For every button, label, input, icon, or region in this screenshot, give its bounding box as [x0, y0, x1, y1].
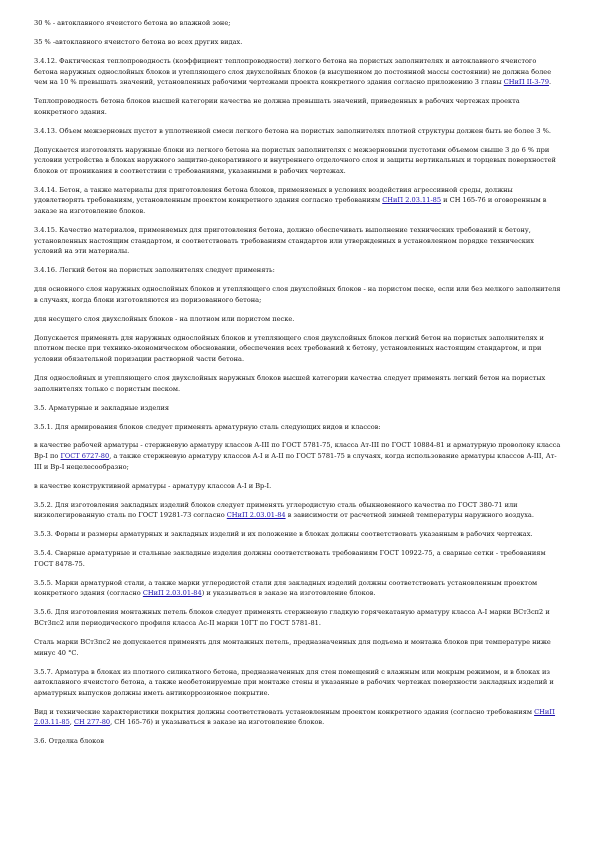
- link-snip-2-03-11-85-b[interactable]: СНиП 2.03.11-85: [34, 707, 556, 727]
- paragraph-tail: в зависимости от расчетной зимней температуры наружного воздуха.: [285, 511, 534, 520]
- paragraph-3-5-6: 3.5.6. Для изготовления монтажных петель блоков следует применять стержневую гладкую горячекатаную арматуру класса А-I марки ВСт3сп2 и ВСт3пс2 или периодического профиля класса Ас-II марки 10ГТ по ГОСТ 5781-81.: [34, 608, 550, 627]
- paragraph-text: 3.4.14. Бетон, а также материалы для приготовления бетона блоков, применяемых в условиях воздействия агрессивной среды, должны удовлетворять требованиям, установленным проектом конкретного здания согласно требованиям: [34, 185, 513, 205]
- link-snip-2-03-01-84[interactable]: СНиП 2.03.01-84: [226, 511, 286, 520]
- paragraph-separator: ,: [69, 718, 74, 727]
- paragraph-text: 3.5.2. Для изготовления закладных изделий блоков следует применять углеродистую сталь обыкновенного качества по ГОСТ 380-71 или низколегированную сталь по ГОСТ 19281-73 согласно: [34, 500, 518, 520]
- paragraph-1: 30 % - автоклавного ячеистого бетона во влажной зоне;: [34, 19, 231, 27]
- link-sn-277-80[interactable]: СН 277-80: [74, 718, 111, 727]
- paragraph-16: [34, 440, 561, 472]
- paragraph-17: в качестве конструктивной арматуры - арматуру классов А-I и Вр-I.: [34, 481, 272, 490]
- link-gost-6727-80[interactable]: ГОСТ 6727-80: [60, 452, 110, 461]
- link-snip-ii-3-79[interactable]: СНиП II-3-79: [503, 78, 550, 87]
- paragraph-text: в качестве рабочей арматуры - стержневую арматуру классов А-III по ГОСТ 5781-75, класса Ат-III по ГОСТ 10884-81 и арматурную проволоку класса Вр-I по: [34, 441, 561, 461]
- paragraph-tail: , а также стержневую арматуру классов А-I и А-II по ГОСТ 5781-75 в случаях, когда использование арматуры классов А-III, Ат-III и Вр-I нецелесообразно;: [34, 452, 557, 471]
- paragraph-3-4-15: 3.4.15. Качество материалов, применяемых для приготовления бетона, должно обеспечивать выполнение технических требований к бетону, установленных настоящим стандартом, и соответствовать требованиям стандартов или утвержденных в установленном порядке технических условий на эти материалы.: [34, 226, 534, 256]
- section-heading-3-5: 3.5. Арматурные и закладные изделия: [34, 403, 169, 412]
- paragraph-2: 35 % -автоклавного ячеистого бетона во всех других видах.: [34, 37, 243, 46]
- paragraph-tail: ) и указываться в заказе на изготовление блоков.: [201, 589, 376, 598]
- paragraph-text: Вид и технические характеристики покрытия должны соответствовать установленным проектом конкретного здания (согласно требованиям: [34, 707, 535, 716]
- paragraph-3-5-2: [34, 500, 561, 521]
- paragraph-4: Теплопроводность бетона блоков высшей категории качества не должна превышать значений, приведенных в рабочих чертежах проекта конкретного здания.: [34, 97, 520, 116]
- paragraph-3-4-14: [34, 185, 561, 217]
- paragraph-3-5-5: [34, 578, 561, 599]
- paragraph-10: для основного слоя наружных однослойных блоков и утепляющего слоя двухслойных блоков - на пористом песке, если или без мелкого заполнителя в случаях, когда блоки изготовляются из поризованного бетона;: [34, 285, 561, 304]
- link-snip-2-03-01-84-b[interactable]: СНиП 2.03.01-84: [142, 589, 202, 598]
- section-heading-3-6: 3.6. Отделка блоков: [34, 737, 104, 746]
- paragraph-11: для несущего слоя двухслойных блоков - на плотном или пористом песке.: [34, 314, 295, 323]
- paragraph-13: Для однослойных и утепляющего слоя двухслойных наружных блоков высшей категории качества следует применять легкий бетон на пористых заполнителях только с пористым песком.: [34, 373, 546, 393]
- paragraph-3-4-12: [34, 56, 561, 88]
- paragraph-3-5-1: 3.5.1. Для армирования блоков следует применять арматурную сталь следующих видов и классов:: [34, 422, 381, 431]
- paragraph-tail: .: [549, 78, 552, 87]
- paragraph-text: 3.5.5. Марки арматурной стали, а также марки углеродистой стали для закладных изделий должны соответствовать установленным проектом конкретного здания (согласно: [34, 578, 538, 598]
- paragraph-3-5-4: 3.5.4. Сварные арматурные и стальные закладные изделия должны соответствовать требованиям ГОСТ 10922-75, а сварные сетки - требованиям ГОСТ 8478-75.: [34, 549, 546, 568]
- paragraph-12: Допускается применять для наружных однослойных блоков и утепляющего слоя двухслойных блоков легкий бетон на пористых заполнителях и плотном песке при технико-экономическом обосновании, обеспечения всех требований к бетону, установленных настоящим стандартом, и при условии обязательной поризации растворной части бетона.: [34, 333, 544, 363]
- paragraph-3-5-3: 3.5.3. Формы и размеры арматурных и закладных изделий и их положение в блоках должны соответствовать указанным в рабочих чертежах.: [34, 530, 533, 539]
- paragraph-tail: , СН 165-76) и указываться в заказе на изготовление блоков.: [110, 718, 325, 727]
- paragraph-3-5-7: 3.5.7. Арматура в блоках из плотного силикатного бетона, предназначенных для стен помещений с влажным или мокрым режимом, и в блоках из автоклавного ячеистого бетона, а также необетонируемые при монтаже стены и указанные в рабочих чертежах поверхности закладных изделий и арматурных выпусков должны иметь антикоррозионное покрытие.: [34, 667, 554, 697]
- paragraph-6: Допускается изготовлять наружные блоки из легкого бетона на пористых заполнителях с межзерновыми пустотами объемом свыше 3 до 6 % при условии устройства в блоках наружного защитно-декоративного и внутреннего отделочного слоя и защиты вертикальных и торцевых поверхностей блоков от проникания в соответствии с требованиями, указанными в рабочих чертежах.: [34, 145, 556, 175]
- paragraph-3-4-16: 3.4.16. Легкий бетон на пористых заполнителях следует применять:: [34, 266, 275, 275]
- link-snip-2-03-11-85[interactable]: СНиП 2.03.11-85: [382, 196, 442, 205]
- paragraph-23: Сталь марки ВСт3пс2 не допускается применять для монтажных петель, предназначенных для подъема и монтажа блоков при температуре ниже минус 40 °С.: [34, 637, 551, 657]
- paragraph-3-4-13: 3.4.13. Объем межзерновых пустот в уплотненной смеси легкого бетона на пористых заполнителях плотной структуры должен быть не более 3 %.: [34, 126, 551, 135]
- paragraph-tail: и СН 165-76 и оговоренным в заказе на изготовление блоков.: [34, 196, 547, 216]
- paragraph-25: [34, 707, 561, 728]
- paragraph-text: 3.4.12. Фактическая теплопроводность (коэффициент теплопроводности) легкого бетона на пористых заполнителях и автоклавного ячеистого бетона наружных однослойных блоков и утепляющего слоя двухслойных блоков (в высушенном до постоянной массы состоянии) не должна более чем на 10 % превышать значений, установленных рабочими чертежами проекта конкретного здания согласно приложению 3 главы: [34, 56, 552, 87]
